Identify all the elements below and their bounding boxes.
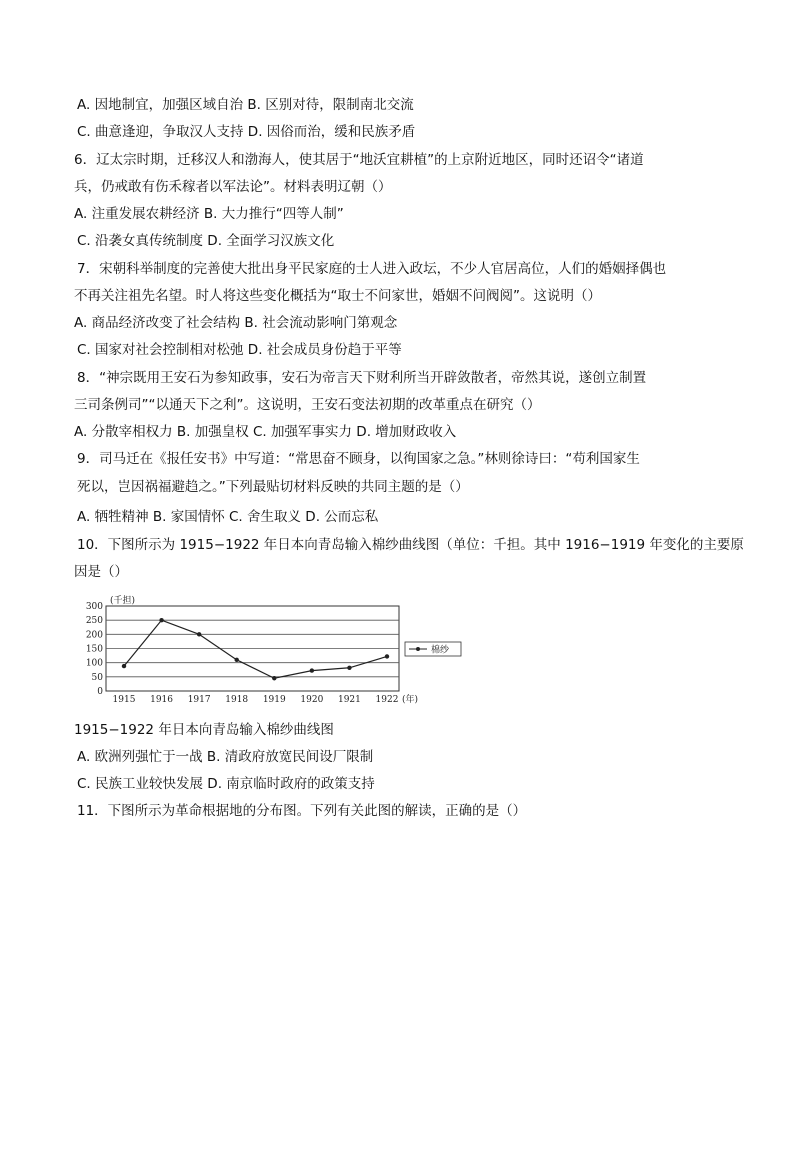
legend-marker bbox=[416, 647, 420, 651]
q8-options: A. 分散宰相权力 B. 加强皇权 C. 加强军事实力 D. 增加财政收入 bbox=[74, 424, 457, 440]
q10-options-cd: C. 民族工业较快发展 D. 南京临时政府的政策支持 bbox=[77, 776, 375, 792]
y-tick-label: 100 bbox=[85, 658, 103, 669]
data-point bbox=[235, 658, 239, 662]
data-point bbox=[122, 664, 126, 668]
q11-stem: 11．下图所示为革命根据地的分布图。下列有关此图的解读，正确的是（） bbox=[77, 803, 527, 819]
data-point bbox=[159, 618, 163, 622]
q6-stem-line1: 6．辽太宗时期，迁移汉人和渤海人，使其居于“地沃宜耕植”的上京附近地区，同时还诏令“诸道 bbox=[74, 152, 644, 168]
chart-grid bbox=[106, 606, 399, 691]
q9-options: A. 牺牲精神 B. 家国情怀 C. 舍生取义 D. 公而忘私 bbox=[77, 509, 379, 525]
q7-options-ab: A. 商品经济改变了社会结构 B. 社会流动影响门第观念 bbox=[74, 315, 398, 331]
x-tick-label: 1919 bbox=[262, 695, 286, 705]
x-tick-label: 1918 bbox=[225, 695, 249, 705]
x-tick-label: 1916 bbox=[150, 695, 174, 705]
y-tick-label: 300 bbox=[85, 602, 103, 612]
y-tick-label: 50 bbox=[91, 672, 103, 683]
q7-options-cd: C. 国家对社会控制相对松弛 D. 社会成员身份趋于平等 bbox=[77, 342, 402, 358]
q9-stem-line1: 9．司马迁在《报任安书》中写道：“常思奋不顾身，以徇国家之急。”林则徐诗曰：“苟利国家生 bbox=[77, 451, 640, 467]
data-point bbox=[347, 666, 351, 670]
q7-stem-line2: 不再关注祖先名望。时人将这些变化概括为“取士不问家世，婚姻不问阀阅”。这说明（） bbox=[74, 288, 601, 304]
y-tick-label: 250 bbox=[85, 616, 103, 627]
x-tick-label: 1920 bbox=[300, 695, 324, 705]
chart-legend bbox=[405, 642, 461, 656]
q9-stem-line2: 死以，岂因祸福避趋之。”下列最贴切材料反映的共同主题的是（） bbox=[77, 479, 469, 495]
x-tick-label: 1917 bbox=[187, 695, 211, 705]
q6-options-cd: C. 沿袭女真传统制度 D. 全面学习汉族文化 bbox=[77, 233, 335, 249]
q6-stem-line2: 兵，仍戒敢有伤禾稼者以军法论”。材料表明辽朝（） bbox=[74, 179, 392, 195]
cotton-yarn-line-chart bbox=[74, 592, 450, 712]
q5-options-ab: A. 因地制宜，加强区域自治 B. 区别对待，限制南北交流 bbox=[77, 97, 414, 113]
chart-caption: 1915−1922 年日本向青岛输入棉纱曲线图 bbox=[74, 722, 334, 738]
x-tick-label: 1915 bbox=[112, 695, 136, 705]
q5-options-cd: C. 曲意逢迎，争取汉人支持 D. 因俗而治，缓和民族矛盾 bbox=[77, 124, 416, 140]
q7-stem-line1: 7．宋朝科举制度的完善使大批出身平民家庭的士人进入政坛，不少人官居高位，人们的婚姻择偶也 bbox=[77, 261, 667, 277]
data-point bbox=[385, 654, 389, 658]
chart-ticks bbox=[86, 594, 418, 705]
y-axis-label: (千担) bbox=[110, 596, 136, 606]
q10-options-ab: A. 欧洲列强忙于一战 B. 清政府放宽民间设厂限制 bbox=[77, 749, 374, 765]
data-point bbox=[197, 632, 201, 636]
series-line bbox=[124, 620, 387, 678]
data-point bbox=[310, 668, 314, 672]
x-axis-label: (年) bbox=[402, 695, 419, 705]
y-tick-label: 150 bbox=[85, 644, 103, 655]
chart-series bbox=[122, 618, 389, 680]
q8-stem-line2: 三司条例司”“以通天下之利”。这说明，王安石变法初期的改革重点在研究（） bbox=[74, 397, 541, 413]
y-tick-label: 200 bbox=[85, 630, 103, 641]
q8-stem-line1: 8．“神宗既用王安石为参知政事，安石为帝言天下财利所当开辟敛散者，帝然其说，遂创立制置 bbox=[77, 370, 647, 386]
y-tick-label: 0 bbox=[97, 687, 103, 697]
q10-stem-line1: 10．下图所示为 1915−1922 年日本向青岛输入棉纱曲线图（单位：千担。其中 1916−1919 年变化的主要原 bbox=[77, 537, 744, 553]
legend-label: 棉纱 bbox=[431, 645, 450, 656]
data-point bbox=[272, 676, 276, 680]
q10-stem-line2: 因是（） bbox=[74, 564, 128, 580]
q6-options-ab: A. 注重发展农耕经济 B. 大力推行“四等人制” bbox=[74, 206, 344, 222]
x-tick-label: 1921 bbox=[337, 695, 361, 705]
x-tick-label: 1922 bbox=[375, 695, 399, 705]
